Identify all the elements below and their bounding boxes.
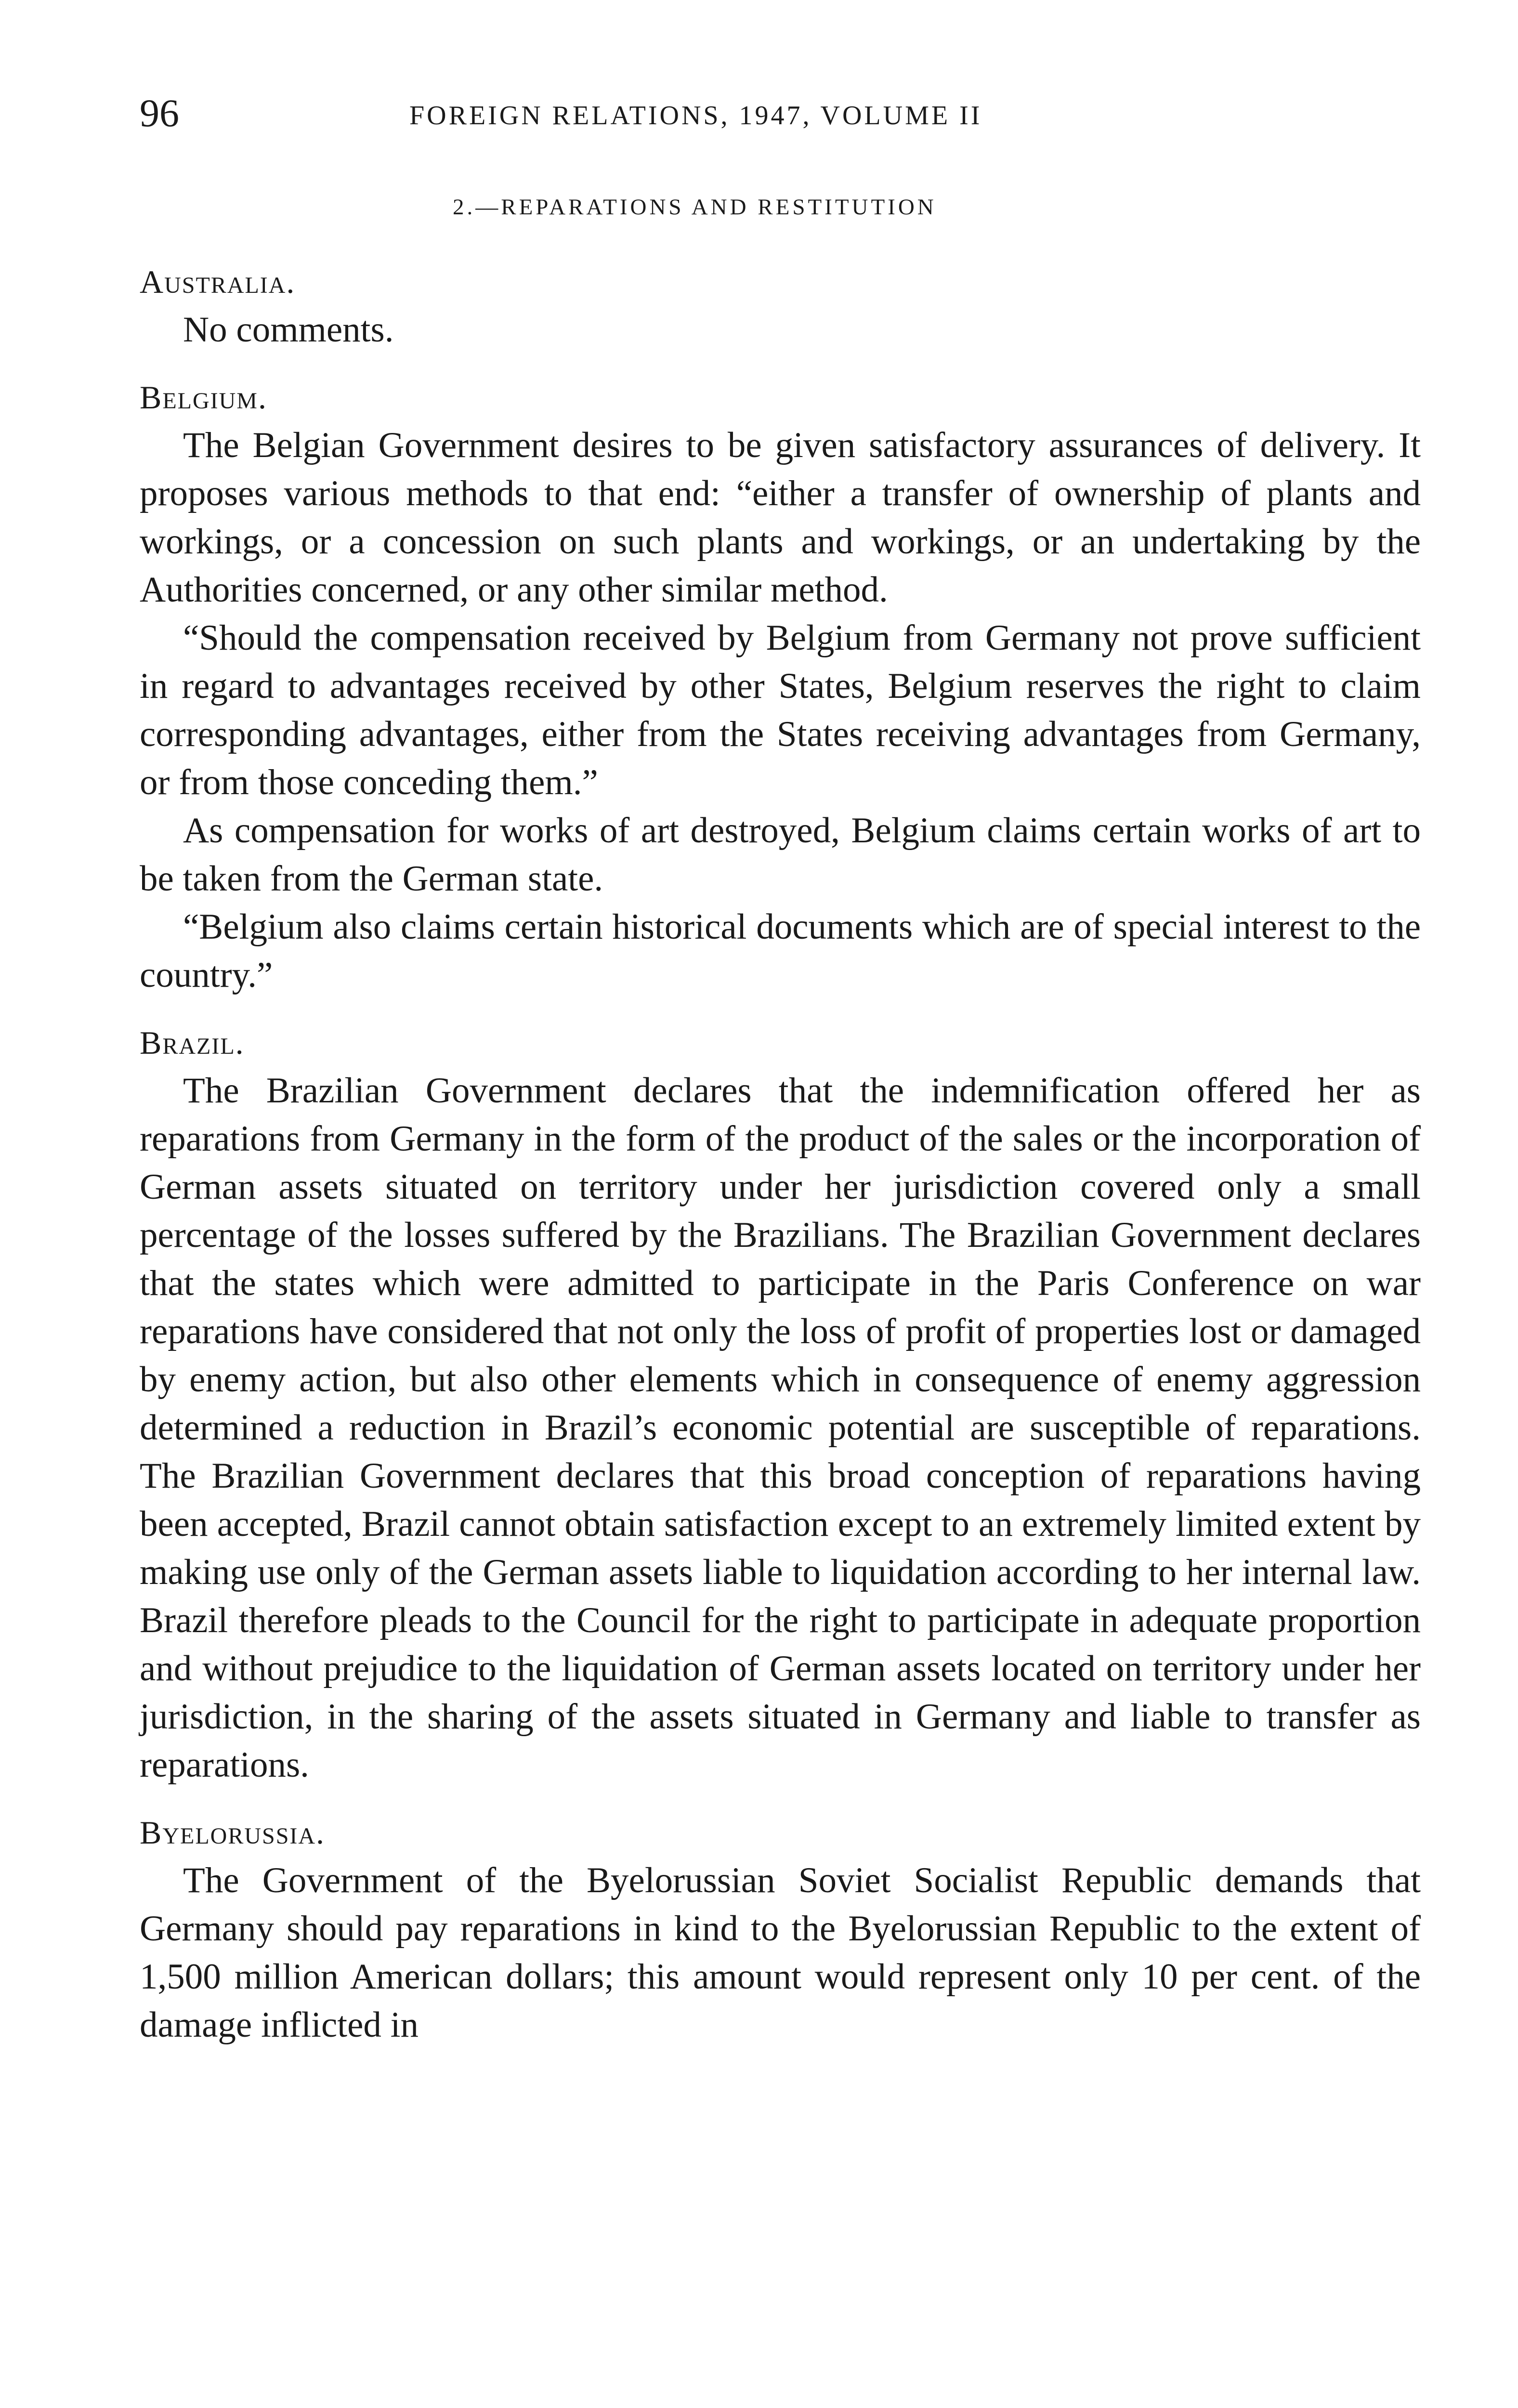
entry-byelorussia [140, 1808, 1421, 2049]
section-title: 2.—REPARATIONS AND RESTITUTION [453, 195, 937, 220]
paragraph: No comments. [183, 310, 394, 350]
page-header [140, 89, 1426, 137]
paragraph: As compensation for works of art destroyed, Belgium claims certain works of art to be taken from the German state. [140, 811, 1421, 899]
entry-brazil [140, 1019, 1421, 1789]
entry-belgium [140, 373, 1421, 999]
paragraph: The Government of the Byelorussian Soviet Socialist Republic demands that Germany should pay reparations in kind to the Byelorussian Republic to the extent of 1,500 million American dollars; this amount would represent only 10 per cent. of the damage inflicted in [140, 1860, 1421, 2045]
paragraph: “Should the compensation received by Belgium from Germany not prove sufficient in regard to advantages received by other States, Belgium reserves the right to claim corresponding advantages, either from the States receiving advantages from Germany, or from those conceding them.” [140, 618, 1421, 802]
page-number: 96 [140, 91, 179, 135]
country-heading: Brazil. [140, 1024, 245, 1061]
body-text [140, 258, 1421, 2049]
country-heading: Byelorussia. [140, 1814, 326, 1851]
paragraph: “Belgium also claims certain historical documents which are of special interest to the country.” [140, 907, 1421, 995]
country-heading: Australia. [140, 263, 296, 300]
running-head: FOREIGN RELATIONS, 1947, VOLUME II [409, 101, 982, 131]
paragraph: The Brazilian Government declares that the indemnification offered her as reparations from Germany in the form of the product of the sales or the incorporation of German assets situated on territory under her jurisdiction covered only a small percentage of the losses suffered by the Brazilians. The Brazilian Government declares that the states which were admitted to participate in the Paris Conference on war reparations have considered that not only the loss of profit of properties lost or damaged by enemy action, but also other elements which in consequence of enemy aggression determined a reduction in Brazil’s economic potential are susceptible of reparations. The Brazilian Government declares that this broad conception of reparations having been accepted, Brazil cannot obtain satisfaction except to an extremely limited extent by making use only of the German assets liable to liquidation according to her internal law. Brazil therefore pleads to the Council for the right to participate in adequate proportion and without prejudice to the liquidation of German assets located on territory under her jurisdiction, in the sharing of the assets situated in Germany and liable to transfer as reparations. [140, 1071, 1421, 1785]
country-heading: Belgium. [140, 379, 267, 416]
paragraph: The Belgian Government desires to be given satisfactory assurances of delivery. It proposes various methods to that end: “either a transfer of ownership of plants and workings, or a concession on such plants and workings, or an undertaking by the Authorities concerned, or any other similar method. [140, 425, 1421, 610]
entry-australia [140, 258, 1421, 354]
